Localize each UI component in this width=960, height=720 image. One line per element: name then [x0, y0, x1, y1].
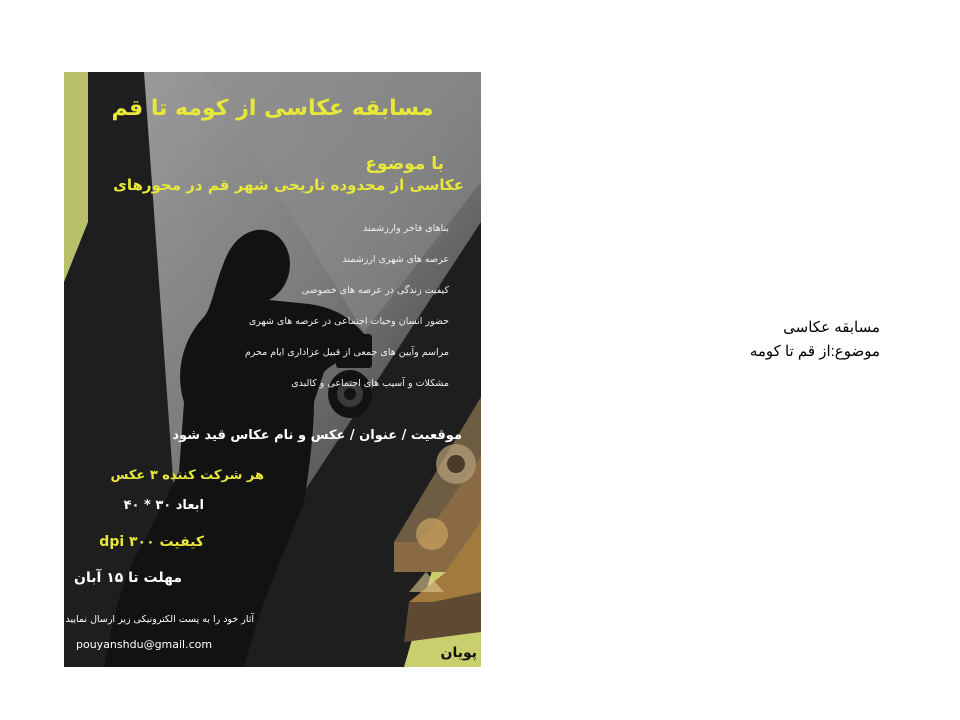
deadline: مهلت تا ۱۵ آبان: [74, 570, 182, 586]
list-item: مراسم وآیین های جمعی از قبیل عزاداری ایام محرم: [244, 347, 449, 358]
poster-topic: عکاسی از محدوده تاریخی شهر قم در محورهای: [113, 176, 464, 194]
contact-email[interactable]: pouyanshdu@gmail.com: [76, 638, 213, 651]
list-item: بناهای فاخر وارزشمند: [362, 223, 449, 234]
organizer-logo: پویان: [440, 645, 477, 661]
list-item: مشکلات و آسیب های اجتماعی و کالبدی: [291, 378, 449, 389]
competition-poster: [64, 72, 481, 667]
caption-subject: موضوع:از قم تا کومه: [749, 343, 880, 360]
list-item: کیفیت زندگی در عرصه های خصوصی: [301, 285, 449, 296]
photo-count: هر شرکت کننده ۳ عکس: [110, 468, 264, 483]
poster-subtitle: با موضوع: [365, 154, 444, 174]
submission-notice: موقعیت / عنوان / عکس و نام عکاس قید شود: [172, 428, 462, 443]
list-item: حضور انسان وحیات اجتماعی در عرصه های شهری: [248, 316, 449, 327]
send-instructions: آثار خود را به پست الکترونیکی زیر ارسال نمایید: [65, 614, 254, 625]
caption-title: مسابقه عکاسی: [783, 319, 880, 336]
photo-dimensions: ابعاد ۳۰ * ۴۰: [123, 498, 204, 513]
list-item: عرصه های شهری ارزشمند: [342, 254, 449, 265]
topic-list: [149, 222, 449, 408]
photo-quality: کیفیت dpi ۳۰۰: [99, 534, 204, 550]
poster-title: مسابقه عکاسی از کومه تا قم: [111, 96, 434, 121]
slide-caption: [750, 316, 880, 364]
